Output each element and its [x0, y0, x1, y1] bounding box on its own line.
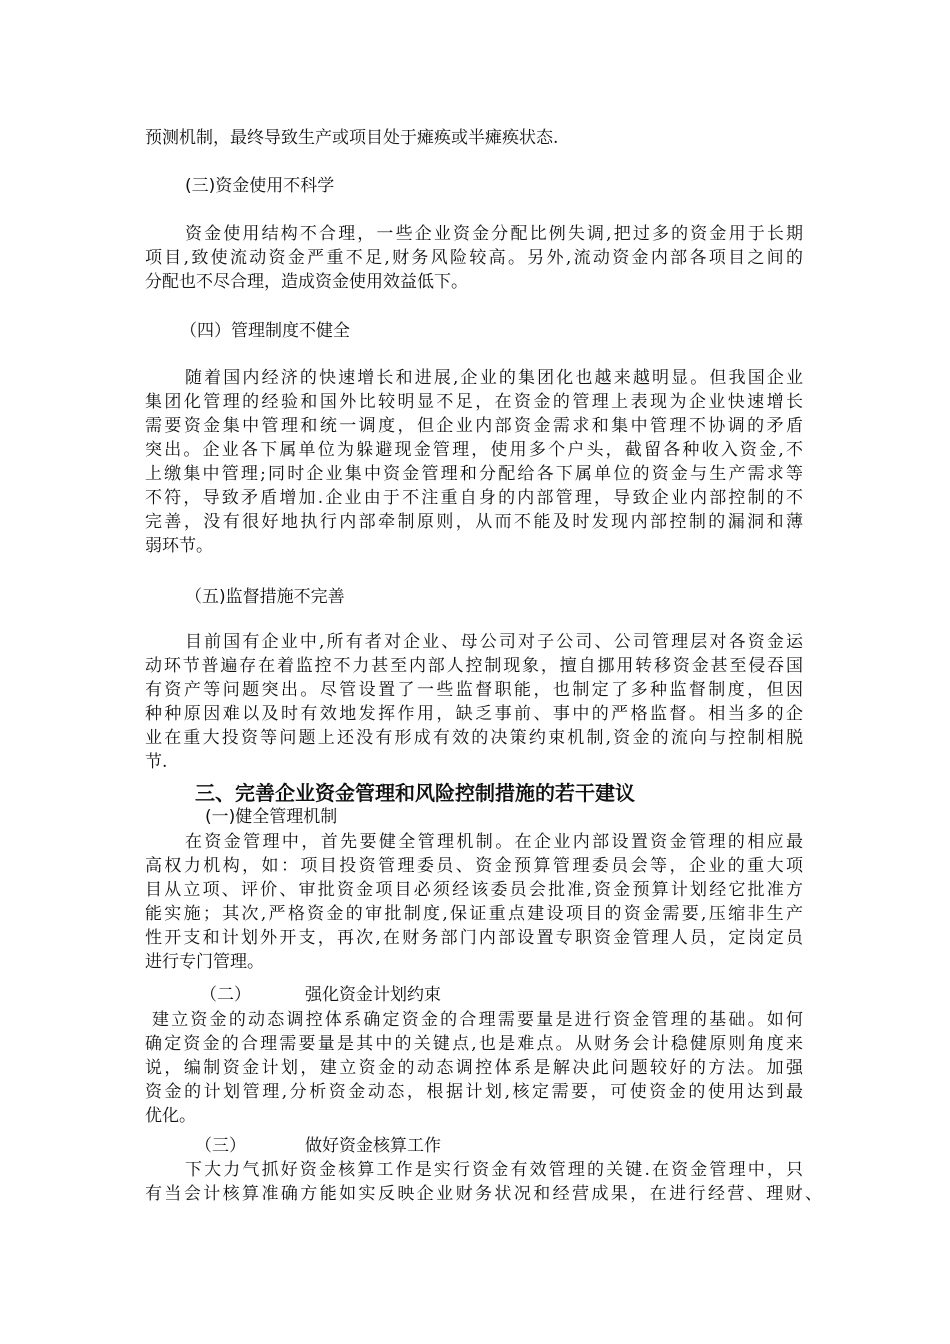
paragraph-line: 种种原因难以及时有效地发挥作用，缺乏事前、事中的严格监督。相当多的企 [145, 704, 803, 724]
paragraph-line: 确定资金的合理需要量是其中的关键点,也是难点。从财务会计稳健原则角度来 [145, 1034, 803, 1054]
paragraph-line: 在资金管理中，首先要健全管理机制。在企业内部设置资金管理的相应最 [185, 832, 803, 852]
paragraph-line: 完善，没有很好地执行内部牵制原则，从而不能及时发现内部控制的漏洞和薄 [145, 512, 803, 532]
paragraph-line: 目前国有企业中,所有者对企业、母公司对子公司、公司管理层对各资金运 [185, 632, 803, 652]
paragraph-line: 能实施；其次,严格资金的审批制度,保证重点建设项目的资金需要,压缩非生产 [145, 904, 803, 924]
paragraph-line: 进行专门管理。 [145, 952, 264, 972]
paragraph-line: 上缴集中管理;同时企业集中资金管理和分配给各下属单位的资金与生产需求等 [145, 464, 803, 484]
subsection-heading: 强化资金计划约束 [305, 985, 441, 1005]
subsection-number: （二） [200, 985, 251, 1005]
subsection-heading: (三)资金使用不科学 [185, 176, 335, 196]
paragraph-line: 动环节普遍存在着监控不力甚至内部人控制现象，擅自挪用转移资金甚至侵吞国 [145, 656, 803, 676]
paragraph-line: 突出。企业各下属单位为躲避现金管理，使用多个户头，截留各种收入资金,不 [145, 440, 803, 460]
paragraph-line: 业在重大投资等问题上还没有形成有效的决策约束机制,资金的流向与控制相脱 [145, 728, 803, 748]
paragraph-line: 有当会计核算准确方能如实反映企业财务状况和经营成果，在进行经营、理财、 [145, 1184, 822, 1204]
section-heading: 三、完善企业资金管理和风险控制措施的若干建议 [195, 781, 635, 805]
paragraph-line: 资金的计划管理,分析资金动态，根据计划,核定需要，可使资金的使用达到最 [145, 1082, 803, 1102]
paragraph-line: 项目,致使流动资金严重不足,财务风险较高。另外,流动资金内部各项目之间的 [145, 248, 803, 268]
paragraph-line: 资金使用结构不合理，一些企业资金分配比例失调,把过多的资金用于长期 [185, 224, 803, 244]
subsection-number: （三） [195, 1136, 246, 1156]
paragraph-line: 集团化管理的经验和国外比较明显不足，在资金的管理上表现为企业快速增长 [145, 392, 803, 412]
paragraph-line: 节. [145, 752, 168, 772]
paragraph-line: 分配也不尽合理，造成资金使用效益低下。 [145, 272, 468, 292]
paragraph-line: 随着国内经济的快速增长和进展,企业的集团化也越来越明显。但我国企业 [185, 368, 803, 388]
subsection-heading: （五)监督措施不完善 [185, 587, 345, 607]
subsection-heading: （四）管理制度不健全 [180, 321, 350, 341]
paragraph-line: 下大力气抓好资金核算工作是实行资金有效管理的关键.在资金管理中，只 [185, 1160, 803, 1180]
paragraph-line: 需要资金集中管理和统一调度，但企业内部资金需求和集中管理不协调的矛盾 [145, 416, 803, 436]
paragraph-line: 有资产等问题突出。尽管设置了一些监督职能，也制定了多种监督制度，但因 [145, 680, 803, 700]
paragraph-line: 目从立项、评价、审批资金项目必须经该委员会批准,资金预算计划经它批准方 [145, 880, 803, 900]
paragraph-line: 高权力机构，如：项目投资管理委员、资金预算管理委员会等，企业的重大项 [145, 856, 803, 876]
paragraph-line: 说，编制资金计划，建立资金的动态调控体系是解决此问题较好的方法。加强 [145, 1058, 803, 1078]
paragraph-line: 性开支和计划外开支，再次,在财务部门内部设置专职资金管理人员，定岗定员 [145, 928, 803, 948]
paragraph-line: 优化。 [145, 1106, 196, 1126]
subsection-heading: (一)健全管理机制 [205, 807, 338, 827]
subsection-heading: 做好资金核算工作 [305, 1136, 441, 1156]
paragraph-line: 弱环节。 [145, 536, 213, 556]
paragraph-line: 不符，导致矛盾增加.企业由于不注重自身的内部管理，导致企业内部控制的不 [145, 488, 803, 508]
paragraph-line: 预测机制，最终导致生产或项目处于瘫痪或半瘫痪状态. [145, 128, 559, 148]
paragraph-line: 建立资金的动态调控体系确定资金的合理需要量是进行资金管理的基础。如何 [152, 1010, 803, 1030]
